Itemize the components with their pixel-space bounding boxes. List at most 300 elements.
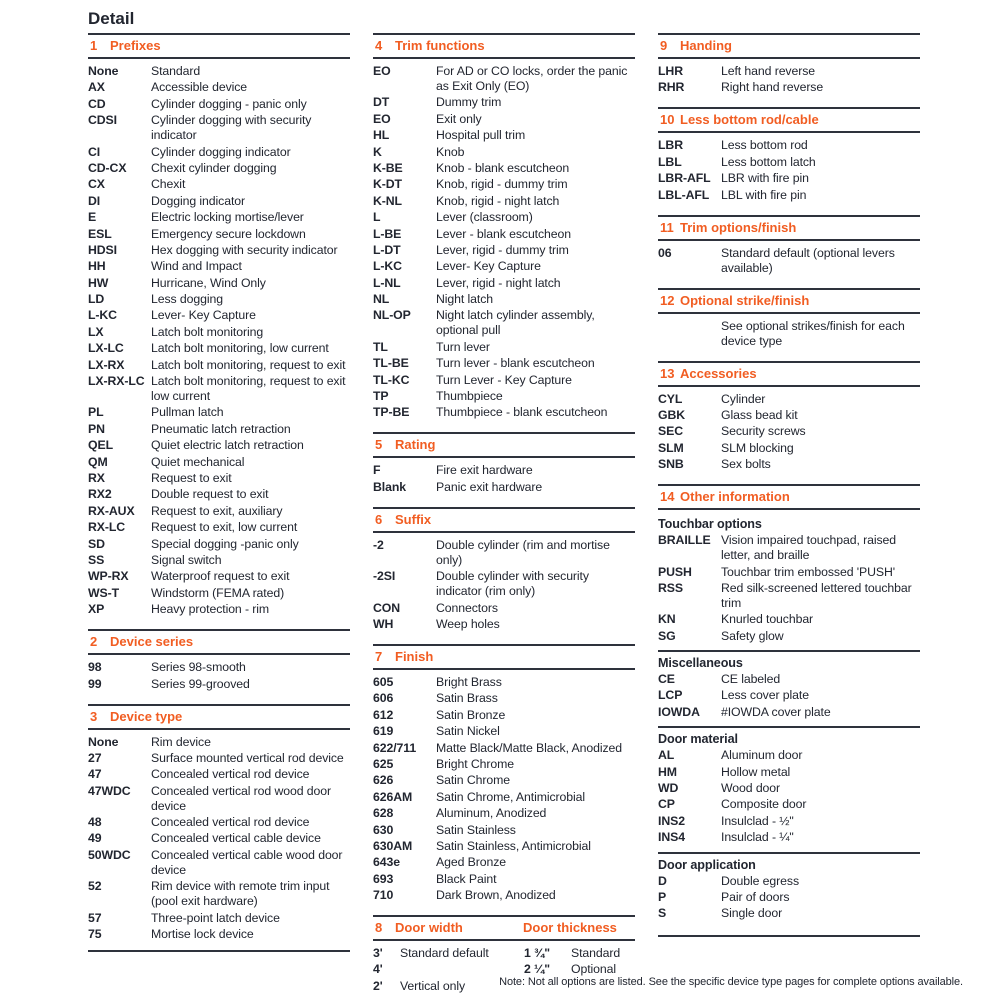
option-desc: Double request to exit <box>151 487 269 502</box>
option-desc: Connectors <box>436 600 498 615</box>
option-code: WS-T <box>88 585 120 600</box>
option-code: WD <box>658 781 679 796</box>
option-code: 628 <box>373 806 394 821</box>
option-desc: Less bottom rod <box>721 138 808 153</box>
option-desc: Composite door <box>721 797 807 812</box>
section-12 <box>658 288 920 349</box>
option-code: -2 <box>373 537 384 552</box>
option-desc: Concealed vertical cable wood door device <box>151 847 343 877</box>
option-desc: Satin Brass <box>436 691 498 706</box>
option-desc: Turn lever <box>436 339 490 354</box>
option-desc: Black Paint <box>436 871 497 886</box>
section-header <box>373 507 635 533</box>
option-code: K-NL <box>373 193 402 208</box>
group-door-material <box>658 726 920 851</box>
option-code: 605 <box>373 674 394 689</box>
option-desc: Satin Chrome, Antimicrobial <box>436 789 586 804</box>
option-code: SD <box>88 536 105 551</box>
section-title: Prefixes <box>110 38 161 53</box>
option-desc: Cylinder <box>721 391 766 406</box>
option-code: 99 <box>88 676 102 691</box>
group-miscellaneous <box>658 650 920 726</box>
table-row <box>658 830 920 845</box>
section-11 <box>658 215 920 276</box>
table-row <box>658 581 920 611</box>
table-row <box>88 259 350 274</box>
table-row <box>88 735 350 750</box>
table-row <box>88 194 350 209</box>
option-code: TL-KC <box>373 372 410 387</box>
table-row <box>88 292 350 307</box>
section-4 <box>373 33 635 420</box>
option-desc: Less dogging <box>151 292 223 307</box>
section-number: 13 <box>660 365 675 381</box>
option-desc: Surface mounted vertical rod device <box>151 750 344 765</box>
door-width-desc: Vertical only <box>400 978 465 993</box>
table-row <box>658 906 920 921</box>
option-code: L-DT <box>373 242 401 257</box>
option-desc: Cylinder dogging - panic only <box>151 96 307 111</box>
option-desc: Hex dogging with security indicator <box>151 242 338 257</box>
option-code: LBL <box>658 154 682 169</box>
option-code: NL-OP <box>373 308 411 323</box>
option-code: CDSI <box>88 113 117 128</box>
door-width-code: 4' <box>373 962 383 977</box>
option-desc: Single door <box>721 906 783 921</box>
option-desc: Concealed vertical rod device <box>151 767 310 782</box>
table-row <box>658 80 920 95</box>
option-desc: Special dogging -panic only <box>151 536 299 551</box>
table-row <box>88 455 350 470</box>
table-row <box>658 64 920 79</box>
table-row <box>373 806 635 821</box>
option-desc: Hurricane, Wind Only <box>151 275 266 290</box>
table-row <box>88 276 350 291</box>
option-desc: Concealed vertical rod wood door device <box>151 783 331 813</box>
option-code: D <box>658 873 667 888</box>
table-row <box>658 533 920 563</box>
table-row <box>373 872 635 887</box>
page-title: Detail <box>88 9 135 28</box>
section-header <box>373 915 635 941</box>
option-code: CYL <box>658 391 683 406</box>
table-row <box>373 64 635 94</box>
option-code: 626AM <box>373 789 413 804</box>
option-desc: Chexit <box>151 177 186 192</box>
group-heading: Miscellaneous <box>658 656 743 671</box>
section-header <box>88 33 350 59</box>
option-code: BRAILLE <box>658 533 711 548</box>
option-code: LX-RX <box>88 357 125 372</box>
option-desc: Dogging indicator <box>151 193 246 208</box>
option-code: LD <box>88 292 105 307</box>
option-desc: Hospital pull trim <box>436 128 526 143</box>
table-row <box>373 227 635 242</box>
table-row <box>658 672 920 687</box>
option-code: TP <box>373 389 389 404</box>
option-code: 710 <box>373 888 394 903</box>
table-row <box>88 161 350 176</box>
option-code: LX <box>88 324 104 339</box>
option-desc: Mortise lock device <box>151 927 254 942</box>
table-row <box>88 815 350 830</box>
section-14 <box>658 484 920 937</box>
option-desc: Series 98-smooth <box>151 660 246 675</box>
table-row <box>373 194 635 209</box>
option-code: QEL <box>88 438 113 453</box>
option-code: 49 <box>88 831 102 846</box>
option-desc: Bright Brass <box>436 674 502 689</box>
section-number: 7 <box>375 648 383 664</box>
option-desc: LBR with fire pin <box>721 171 809 186</box>
option-desc: Lever, rigid - night latch <box>436 275 561 290</box>
section-7 <box>373 644 635 903</box>
section-number: 14 <box>660 489 675 505</box>
option-code: CI <box>88 144 101 159</box>
table-row <box>658 705 920 720</box>
option-desc: Fire exit hardware <box>436 463 533 478</box>
option-desc: Dark Brown, Anodized <box>436 888 556 903</box>
option-code: CX <box>88 177 105 192</box>
table-row <box>373 463 635 478</box>
table-row <box>373 210 635 225</box>
table-row <box>373 757 635 772</box>
option-desc: Touchbar trim embossed 'PUSH' <box>721 564 896 579</box>
table-row <box>88 784 350 814</box>
option-code: Blank <box>373 479 406 494</box>
option-desc: Lever (classroom) <box>436 210 533 225</box>
table-row <box>658 424 920 439</box>
option-desc: Satin Bronze <box>436 707 506 722</box>
section-title: Other information <box>680 489 790 505</box>
option-desc: Accessible device <box>151 80 248 95</box>
option-desc: CE labeled <box>721 672 781 687</box>
option-desc: Request to exit, low current <box>151 520 298 535</box>
group-touchbar-options <box>658 515 920 650</box>
section-title-2: Door thickness <box>523 920 617 936</box>
option-code: 47 <box>88 767 102 782</box>
option-code: RX-LC <box>88 520 126 535</box>
option-code: NL <box>373 292 390 307</box>
table-row <box>373 161 635 176</box>
table-row <box>88 487 350 502</box>
section-number: 1 <box>90 38 98 53</box>
option-code: -2SI <box>373 569 396 584</box>
door-width-desc: Standard default <box>400 946 489 961</box>
option-desc: Insulclad - ¼" <box>721 830 794 845</box>
section-title: Trim functions <box>395 38 485 53</box>
section-number: 10 <box>660 112 675 128</box>
section-number: 4 <box>375 38 383 53</box>
table-row <box>88 879 350 909</box>
table-row <box>88 677 350 692</box>
table-row <box>658 392 920 407</box>
table-row <box>88 927 350 942</box>
option-desc: Knob <box>436 144 465 159</box>
group-heading: Door material <box>658 732 738 747</box>
table-row <box>373 691 635 706</box>
section-header <box>88 704 350 730</box>
table-row <box>658 155 920 170</box>
option-code <box>658 319 721 349</box>
option-desc: Lever, rigid - dummy trim <box>436 242 569 257</box>
option-code: LX-LC <box>88 341 124 356</box>
section-header <box>373 33 635 59</box>
door-thickness-code: 1 ¾" <box>524 946 550 961</box>
column-3 <box>658 33 920 949</box>
option-code: K-DT <box>373 177 402 192</box>
option-code: GBK <box>658 407 686 422</box>
table-row <box>658 629 920 644</box>
section-10 <box>658 107 920 202</box>
table-row <box>373 946 635 961</box>
option-desc: LBL with fire pin <box>721 187 807 202</box>
option-desc: Aged Bronze <box>436 855 506 870</box>
option-code: EO <box>373 64 391 78</box>
option-desc: See optional strikes/finish for each device type <box>721 318 905 348</box>
column-2 <box>373 33 635 1000</box>
option-code: L <box>373 210 381 225</box>
table-row <box>88 911 350 926</box>
table-row <box>88 341 350 356</box>
option-desc: Heavy protection - rim <box>151 602 270 617</box>
option-code: None <box>88 734 119 749</box>
option-code: CE <box>658 672 675 687</box>
section-title: Device series <box>110 634 194 650</box>
section-body <box>373 941 635 1000</box>
section-9 <box>658 33 920 95</box>
section-title: Optional strike/finish <box>680 292 810 308</box>
option-code: LX-RX-LC <box>88 374 145 389</box>
table-row <box>88 80 350 95</box>
table-row <box>88 767 350 782</box>
section-body <box>658 314 920 349</box>
table-row <box>88 374 350 404</box>
table-row <box>658 457 920 472</box>
table-row <box>373 243 635 258</box>
option-code: SEC <box>658 424 683 439</box>
section-body <box>658 241 920 276</box>
option-code: RX <box>88 470 105 485</box>
section-title: Trim options/finish <box>680 219 797 235</box>
option-desc: Pullman latch <box>151 405 224 420</box>
option-code: 606 <box>373 691 394 706</box>
option-desc: Panic exit hardware <box>436 479 543 494</box>
table-row <box>373 292 635 307</box>
option-desc: Satin Stainless, Antimicrobial <box>436 838 591 853</box>
section-number: 11 <box>660 219 674 235</box>
option-desc: Pair of doors <box>721 889 790 904</box>
option-desc: Matte Black/Matte Black, Anodized <box>436 740 623 755</box>
section-body <box>88 655 350 691</box>
option-code: 52 <box>88 879 102 894</box>
section-body <box>658 59 920 95</box>
table-row <box>658 797 920 812</box>
table-row <box>88 210 350 225</box>
option-desc: Cylinder dogging indicator <box>151 144 291 159</box>
section-title: Finish <box>395 648 434 664</box>
table-row <box>658 171 920 186</box>
option-desc: Waterproof request to exit <box>151 569 290 584</box>
option-code: L-KC <box>373 259 402 274</box>
columns <box>88 33 920 1000</box>
option-code: 622/711 <box>373 740 417 755</box>
option-desc: Dummy trim <box>436 95 502 110</box>
table-row <box>88 438 350 453</box>
option-code: 47WDC <box>88 783 131 798</box>
option-code: RSS <box>658 580 683 595</box>
door-thickness-code: 2 ¼" <box>524 962 550 977</box>
option-desc: Cylinder dogging with security indicator <box>151 113 312 143</box>
option-desc: Latch bolt monitoring, request to exit <box>151 357 346 372</box>
option-code: 643e <box>373 855 400 870</box>
section-number: 9 <box>660 38 668 53</box>
section-body <box>88 59 350 617</box>
option-code: DT <box>373 95 390 110</box>
option-desc: Double cylinder (rim and mortise only) <box>436 537 610 567</box>
section-title: Device type <box>110 708 183 724</box>
option-code: EO <box>373 111 391 126</box>
table-row <box>88 602 350 617</box>
table-row <box>658 408 920 423</box>
table-row <box>88 227 350 242</box>
table-row <box>373 741 635 756</box>
option-code: XP <box>88 602 105 617</box>
option-desc: Security screws <box>721 424 806 439</box>
option-code: AX <box>88 80 105 95</box>
table-row <box>88 64 350 79</box>
table-row <box>658 874 920 889</box>
option-code: CD <box>88 96 106 111</box>
table-row <box>88 553 350 568</box>
table-row <box>373 276 635 291</box>
table-row <box>373 773 635 788</box>
option-desc: Standard default (optional levers available) <box>721 245 895 275</box>
option-desc: Thumbpiece <box>436 389 503 404</box>
option-desc: Double egress <box>721 873 799 888</box>
table-row <box>373 569 635 599</box>
option-code: L-BE <box>373 226 402 241</box>
table-row <box>88 520 350 535</box>
section-number: 8 <box>375 920 383 936</box>
option-code: CON <box>373 600 401 615</box>
option-desc: Weep holes <box>436 616 500 631</box>
table-row <box>658 890 920 905</box>
section-3 <box>88 704 350 953</box>
section-body <box>658 387 920 473</box>
option-desc: Hollow metal <box>721 764 791 779</box>
option-desc: Glass bead kit <box>721 407 798 422</box>
option-desc: Less cover plate <box>721 688 809 703</box>
option-desc: Aluminum, Anodized <box>436 806 547 821</box>
section-body <box>658 510 920 937</box>
section-5 <box>373 432 635 494</box>
option-desc: For AD or CO locks, order the panic as Exit Only (EO) <box>436 64 628 93</box>
table-row <box>373 823 635 838</box>
table-row <box>88 97 350 112</box>
option-code: L-NL <box>373 275 401 290</box>
option-desc: Quiet mechanical <box>151 454 245 469</box>
option-desc: Thumbpiece - blank escutcheon <box>436 405 608 420</box>
table-row <box>373 373 635 388</box>
option-desc: Lever- Key Capture <box>436 259 541 274</box>
table-row <box>88 537 350 552</box>
option-desc: Series 99-grooved <box>151 676 250 691</box>
table-row <box>373 790 635 805</box>
option-desc: Knob - blank escutcheon <box>436 160 570 175</box>
section-1 <box>88 33 350 617</box>
section-title: Rating <box>395 437 436 453</box>
door-width-code: 2' <box>373 978 383 993</box>
option-code: LBR <box>658 138 683 153</box>
table-row <box>88 660 350 675</box>
section-title: Suffix <box>395 511 432 527</box>
section-13 <box>658 361 920 473</box>
section-title: Accessories <box>680 365 757 381</box>
option-code: QM <box>88 454 108 469</box>
table-row <box>373 112 635 127</box>
section-header <box>373 644 635 670</box>
option-code: SLM <box>658 440 684 455</box>
table-row <box>658 612 920 627</box>
table-row <box>88 405 350 420</box>
option-code: PL <box>88 405 104 420</box>
option-code: INS4 <box>658 830 685 845</box>
section-title: Handing <box>680 38 732 53</box>
option-code: K <box>373 144 382 159</box>
option-desc: Quiet electric latch retraction <box>151 438 304 453</box>
section-title: Door width <box>395 920 463 936</box>
option-code: 48 <box>88 815 102 830</box>
table-row <box>658 441 920 456</box>
option-desc: Latch bolt monitoring <box>151 324 264 339</box>
section-header <box>88 629 350 655</box>
table-row <box>88 586 350 601</box>
option-code: TL-BE <box>373 356 409 371</box>
option-desc: Left hand reverse <box>721 64 816 78</box>
column-1 <box>88 33 350 964</box>
option-desc: SLM blocking <box>721 440 794 455</box>
option-desc: Latch bolt monitoring, request to exit low current <box>151 374 346 404</box>
option-desc: Three-point latch device <box>151 910 280 925</box>
table-row <box>88 751 350 766</box>
table-row <box>373 538 635 568</box>
table-row <box>658 188 920 203</box>
option-code: CD-CX <box>88 160 127 175</box>
option-code: 75 <box>88 927 102 942</box>
section-title: Less bottom rod/cable <box>680 112 819 128</box>
section-body <box>658 133 920 202</box>
door-thickness-desc: Optional <box>571 962 617 977</box>
option-code: INS2 <box>658 813 685 828</box>
option-desc: Turn Lever - Key Capture <box>436 372 572 387</box>
table-row <box>88 831 350 846</box>
option-code: HDSI <box>88 242 117 257</box>
option-code: 50WDC <box>88 847 131 862</box>
table-row <box>373 145 635 160</box>
option-desc: Latch bolt monitoring, low current <box>151 341 329 356</box>
option-code: LHR <box>658 64 683 78</box>
table-row <box>373 708 635 723</box>
option-code: 619 <box>373 724 394 739</box>
table-row <box>373 617 635 632</box>
option-code: P <box>658 889 667 904</box>
option-desc: Vision impaired touchpad, raised letter, and braille <box>721 533 896 563</box>
table-row <box>658 748 920 763</box>
option-code: PUSH <box>658 564 692 579</box>
section-number: 12 <box>660 292 675 308</box>
section-body <box>373 59 635 420</box>
